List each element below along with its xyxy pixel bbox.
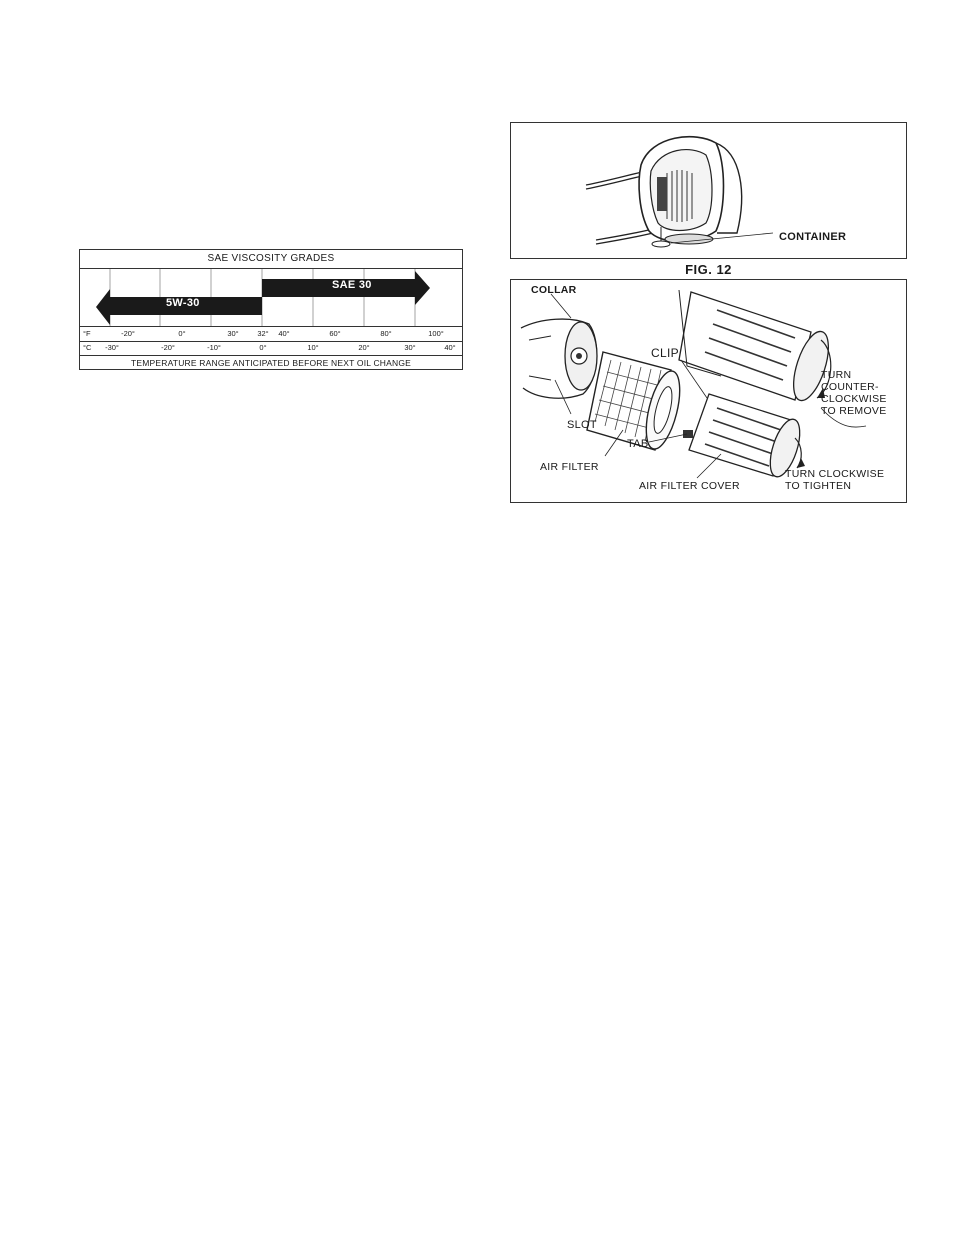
fig12-caption: FIG. 12	[685, 262, 732, 277]
turn-cw-label: TURN CLOCKWISE TO TIGHTEN	[785, 468, 885, 492]
f-tick: -20°	[121, 329, 135, 338]
f-tick: 32°	[257, 329, 269, 338]
f-tick: 80°	[380, 329, 392, 338]
5w30-label: 5W-30	[166, 297, 200, 309]
viscosity-grade-arrows	[80, 269, 462, 326]
c-tick: 0°	[259, 343, 267, 352]
viscosity-chart-title: SAE VISCOSITY GRADES	[80, 250, 462, 269]
container-label: CONTAINER	[779, 231, 847, 243]
f-tick: 40°	[278, 329, 290, 338]
temperature-range-footer: TEMPERATURE RANGE ANTICIPATED BEFORE NEXT OIL CHANGE	[130, 358, 412, 368]
f-tick: 30°	[227, 329, 239, 338]
c-tick: 30°	[404, 343, 416, 352]
oil-drain-illustration	[511, 123, 906, 258]
fig12-frame	[510, 122, 907, 259]
c-tick: -30°	[105, 343, 119, 352]
f-tick: 0°	[178, 329, 186, 338]
collar-label: COLLAR	[531, 284, 577, 296]
c-tick: -20°	[161, 343, 175, 352]
fahrenheit-unit: °F	[83, 329, 91, 338]
fig13-frame	[510, 279, 907, 503]
celsius-row	[80, 341, 462, 356]
tab-label: TAB	[627, 438, 649, 450]
air-filter-label: AIR FILTER	[540, 461, 599, 473]
c-tick: -10°	[207, 343, 221, 352]
f-tick: 60°	[329, 329, 341, 338]
slot-label: SLOT	[567, 419, 597, 431]
c-tick: 10°	[307, 343, 319, 352]
sae30-label: SAE 30	[332, 279, 372, 291]
fahrenheit-row	[80, 326, 462, 342]
f-tick: 100°	[428, 329, 444, 338]
celsius-unit: °C	[83, 343, 92, 352]
c-tick: 40°	[444, 343, 456, 352]
c-tick: 20°	[358, 343, 370, 352]
viscosity-chart	[79, 249, 463, 370]
turn-ccw-label: TURN COUNTER- CLOCKWISE TO REMOVE	[821, 369, 887, 417]
air-filter-cover-label: AIR FILTER COVER	[639, 480, 740, 492]
clip-label: CLIP	[651, 346, 679, 360]
